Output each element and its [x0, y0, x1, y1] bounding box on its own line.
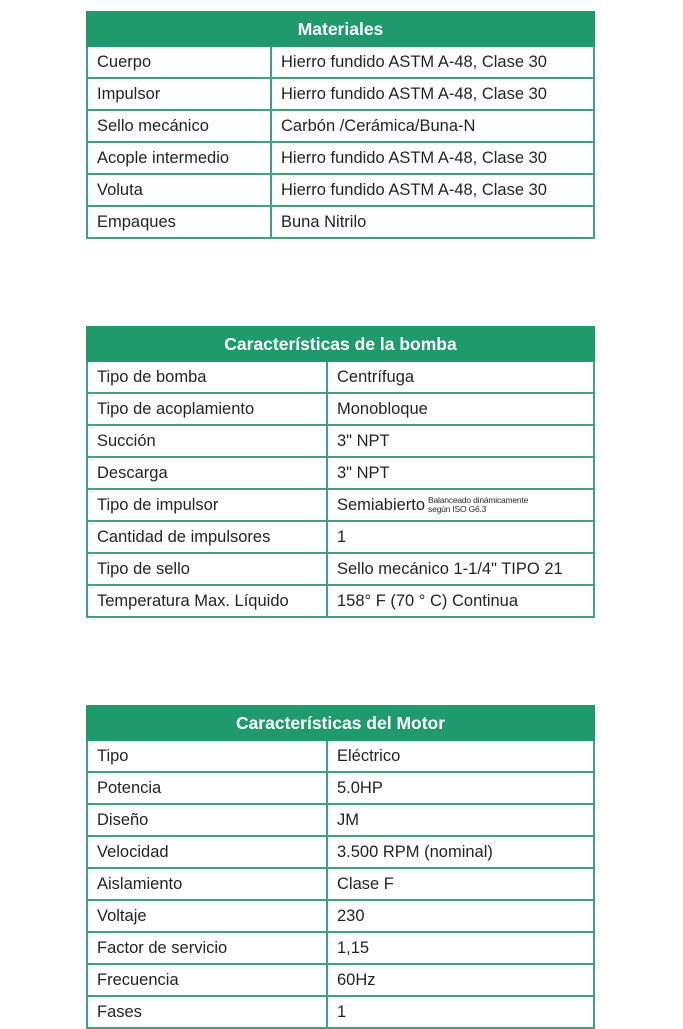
impulsor-note-line1: Balanceado dinámicamente — [428, 495, 529, 506]
row-label: Frecuencia — [87, 964, 327, 996]
row-label: Fases — [87, 996, 327, 1028]
row-label: Succión — [87, 425, 327, 457]
row-value: Hierro fundido ASTM A-48, Clase 30 — [271, 142, 594, 174]
impulsor-note — [428, 496, 528, 514]
row-value: 1,15 — [327, 932, 594, 964]
row-label: Tipo de bomba — [87, 361, 327, 393]
row-label: Potencia — [87, 772, 327, 804]
table-row — [87, 964, 594, 996]
row-label: Diseño — [87, 804, 327, 836]
row-value: 60Hz — [327, 964, 594, 996]
table-row — [87, 836, 594, 868]
table-row — [87, 772, 594, 804]
row-value: 230 — [327, 900, 594, 932]
motor-title: Características del Motor — [87, 706, 594, 740]
row-label: Tipo de acoplamiento — [87, 393, 327, 425]
table-row — [87, 142, 594, 174]
table-row — [87, 996, 594, 1028]
table-row — [87, 740, 594, 772]
row-label: Cuerpo — [87, 46, 271, 78]
row-label: Tipo de impulsor — [87, 489, 327, 521]
row-value: 3.500 RPM (nominal) — [327, 836, 594, 868]
row-value: 1 — [327, 996, 594, 1028]
table-row — [87, 174, 594, 206]
row-label: Aislamiento — [87, 868, 327, 900]
table-row — [87, 900, 594, 932]
row-label: Tipo de sello — [87, 553, 327, 585]
row-label: Empaques — [87, 206, 271, 238]
row-value: Clase F — [327, 868, 594, 900]
impulsor-note-line2: según ISO G6.3 — [428, 504, 487, 515]
table-row — [87, 521, 594, 553]
row-value: Carbón /Cerámica/Buna-N — [271, 110, 594, 142]
table-row — [87, 585, 594, 617]
row-value: Hierro fundido ASTM A-48, Clase 30 — [271, 174, 594, 206]
row-value: 158° F (70 ° C) Continua — [327, 585, 594, 617]
row-value: 3" NPT — [327, 425, 594, 457]
table-row — [87, 361, 594, 393]
row-value: Centrífuga — [327, 361, 594, 393]
row-label: Temperatura Max. Líquido — [87, 585, 327, 617]
table-row — [87, 393, 594, 425]
row-label: Factor de servicio — [87, 932, 327, 964]
materiales-title: Materiales — [87, 12, 594, 46]
row-value: Hierro fundido ASTM A-48, Clase 30 — [271, 78, 594, 110]
row-label: Descarga — [87, 457, 327, 489]
table-row — [87, 553, 594, 585]
row-value: Monobloque — [327, 393, 594, 425]
row-label: Impulsor — [87, 78, 271, 110]
row-label: Acople intermedio — [87, 142, 271, 174]
row-value: Buna Nitrilo — [271, 206, 594, 238]
bomba-title: Características de la bomba — [87, 327, 594, 361]
row-value: 5.0HP — [327, 772, 594, 804]
table-row — [87, 425, 594, 457]
table-row — [87, 489, 594, 521]
row-label: Voluta — [87, 174, 271, 206]
table-row — [87, 206, 594, 238]
impulsor-value: Semiabierto — [337, 495, 426, 514]
bomba-table — [86, 326, 595, 618]
materiales-table — [86, 11, 595, 239]
table-row — [87, 804, 594, 836]
row-value: JM — [327, 804, 594, 836]
table-row — [87, 78, 594, 110]
row-label: Voltaje — [87, 900, 327, 932]
row-value: 3" NPT — [327, 457, 594, 489]
table-row — [87, 932, 594, 964]
row-value — [327, 489, 594, 521]
table-row — [87, 868, 594, 900]
row-label: Sello mecánico — [87, 110, 271, 142]
row-value: Eléctrico — [327, 740, 594, 772]
table-row — [87, 457, 594, 489]
row-label: Cantidad de impulsores — [87, 521, 327, 553]
row-value: 1 — [327, 521, 594, 553]
table-row — [87, 110, 594, 142]
row-value: Hierro fundido ASTM A-48, Clase 30 — [271, 46, 594, 78]
motor-table — [86, 705, 595, 1029]
row-label: Tipo — [87, 740, 327, 772]
row-label: Velocidad — [87, 836, 327, 868]
row-value: Sello mecánico 1-1/4" TIPO 21 — [327, 553, 594, 585]
table-row — [87, 46, 594, 78]
